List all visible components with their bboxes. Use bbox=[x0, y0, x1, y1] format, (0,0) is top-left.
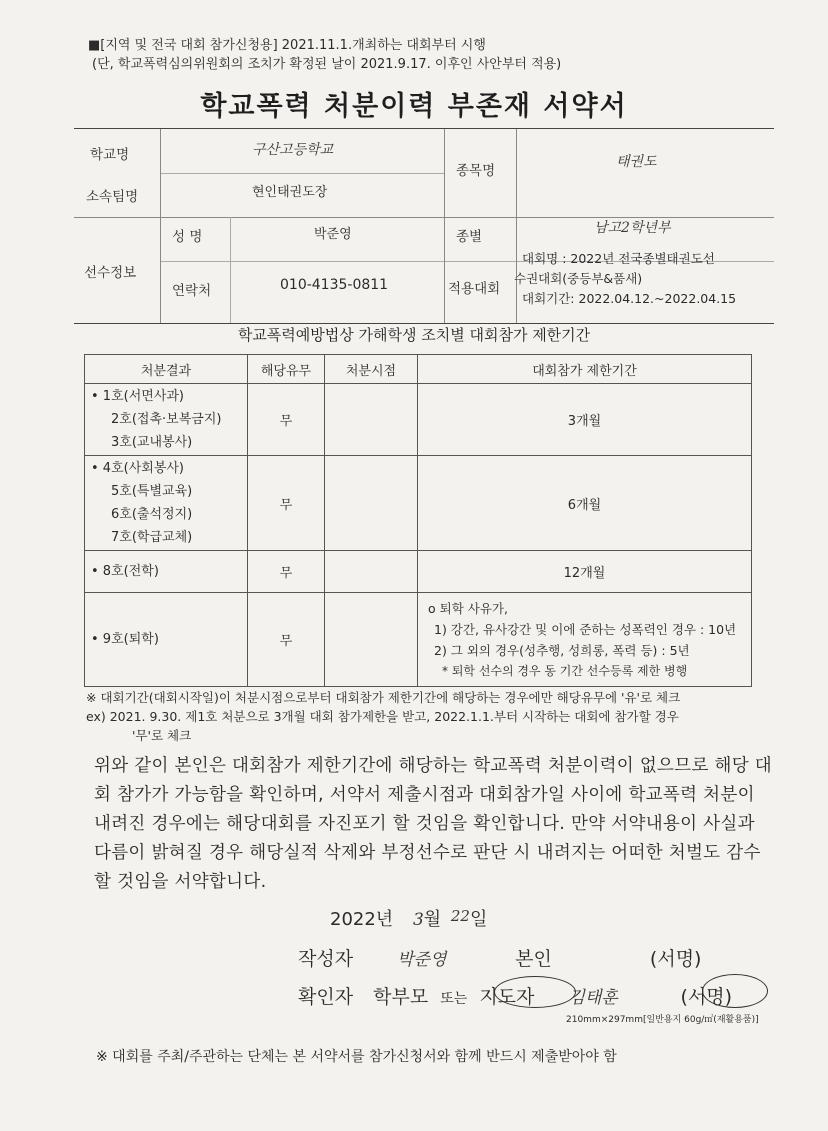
level-item: 6호(출석정지) bbox=[111, 507, 193, 522]
footnote-line-1: ※ 대회기간(대회시작일)이 처분시점으로부터 대회참가 제한기간에 해당하는 경우에만 해당유무에 '유'로 체크 bbox=[86, 690, 681, 705]
level-item: • 8호(전학) bbox=[91, 564, 159, 579]
levels-cell bbox=[85, 384, 248, 456]
date-year: 2022년 bbox=[330, 909, 394, 930]
date-day-value: 22 bbox=[450, 907, 470, 925]
paper-spec: 210mm×297mm[일반용지 60g/㎡(재활용품)] bbox=[566, 1015, 759, 1025]
col-divider bbox=[444, 129, 445, 323]
applicable-cell: 무 bbox=[248, 456, 325, 551]
event-value: 태권도 bbox=[616, 154, 657, 170]
level-item: 7호(학급교체) bbox=[111, 530, 193, 545]
team-value: 현인태권도장 bbox=[252, 185, 328, 200]
or-label: 또는 bbox=[440, 991, 468, 1007]
applied-comp-label: 적용대회 bbox=[448, 281, 501, 297]
applicable-cell: 무 bbox=[248, 593, 325, 687]
header-applicable: 해당유무 bbox=[248, 355, 325, 384]
coach-sign-mark: (서명) bbox=[680, 986, 733, 1008]
penalty-table bbox=[84, 354, 752, 687]
limit-cell: 3개월 bbox=[418, 384, 752, 456]
date-cell bbox=[325, 593, 418, 687]
bottom-note: ※ 대회를 주최/주관하는 단체는 본 서약서를 참가신청서와 함께 반드시 제출받아야 함 bbox=[96, 1049, 617, 1065]
date-cell bbox=[325, 384, 418, 456]
notice-line-2: (단, 학교폭력심의위원회의 조치가 확정된 날이 2021.9.17. 이후인 사안부터 적용) bbox=[92, 57, 562, 72]
document-title: 학교폭력 처분이력 부존재 서약서 bbox=[200, 91, 628, 122]
notice-block bbox=[88, 36, 561, 74]
contact-value: 010-4135-0811 bbox=[280, 277, 389, 293]
expulsion-line: 2) 그 외의 경우(성추행, 성희롱, 폭력 등) : 5년 bbox=[434, 642, 690, 658]
author-name: 박준영 bbox=[397, 950, 447, 970]
levels-cell bbox=[85, 593, 248, 687]
date-cell bbox=[325, 456, 418, 551]
comp-name-line-2: 수권대회(중등부&품새) bbox=[514, 271, 643, 286]
table-title: 학교폭력예방법상 가해학생 조치별 대회참가 제한기간 bbox=[237, 326, 591, 344]
coach-circle-mark bbox=[494, 976, 576, 1008]
category-value: 남고2학년부 bbox=[594, 220, 671, 236]
limit-cell: 12개월 bbox=[418, 551, 752, 593]
author-signature-row bbox=[298, 944, 701, 971]
category-label: 종별 bbox=[456, 229, 483, 245]
date-day-label: 일 bbox=[469, 909, 488, 930]
coach-label: 지도자 bbox=[479, 986, 535, 1008]
name-value: 박준영 bbox=[314, 227, 352, 242]
table-row bbox=[85, 384, 752, 456]
expulsion-line: 1) 강간, 유사강간 및 이에 준하는 성폭력인 경우 : 10년 bbox=[434, 621, 737, 637]
school-label: 학교명 bbox=[90, 147, 130, 163]
expulsion-line: o 퇴학 사유가, bbox=[428, 600, 508, 616]
sign-date bbox=[330, 905, 487, 931]
levels-cell bbox=[85, 456, 248, 551]
row-divider bbox=[160, 173, 444, 174]
team-label: 소속팀명 bbox=[86, 189, 139, 205]
confirm-label: 확인자 bbox=[298, 986, 354, 1008]
level-item: • 9호(퇴학) bbox=[91, 632, 159, 647]
author-label: 작성자 bbox=[298, 948, 354, 970]
table-row bbox=[85, 456, 752, 551]
coach-name: 김태훈 bbox=[568, 988, 618, 1008]
header-limit: 대회참가 제한기간 bbox=[418, 355, 752, 384]
expulsion-line: * 퇴학 선수의 경우 동 기간 선수등록 제한 병행 bbox=[442, 663, 688, 678]
applicable-cell: 무 bbox=[248, 551, 325, 593]
notice-line-1: ■[지역 및 전국 대회 참가신청용] 2021.11.1.개최하는 대회부터 시행 bbox=[88, 38, 486, 53]
level-item: 5호(특별교육) bbox=[111, 484, 193, 499]
header-result: 처분결과 bbox=[85, 355, 248, 384]
self-label: 본인 bbox=[515, 948, 552, 970]
footnote bbox=[86, 688, 680, 745]
parent-label: 학부모 bbox=[373, 986, 429, 1008]
event-label: 종목명 bbox=[456, 163, 496, 179]
date-month-label: 월 bbox=[423, 909, 442, 930]
name-label: 성 명 bbox=[172, 229, 203, 245]
date-cell bbox=[325, 551, 418, 593]
comp-name-line-1: 대회명 : 2022년 전국종별태권도선 bbox=[522, 251, 715, 266]
date-month-value: 3 bbox=[412, 910, 424, 930]
author-sign-mark: (서명) bbox=[649, 948, 702, 970]
sign-circle-mark bbox=[702, 974, 768, 1008]
athlete-info-label: 선수정보 bbox=[84, 265, 137, 281]
pledge-paragraph: 위와 같이 본인은 대회참가 제한기간에 해당하는 학교폭력 처분이력이 없으므로 해당 대회 참가가 가능함을 확인하며, 서약서 제출시점과 대회참가일 사이에 학교폭력 처분이 내려진 경우에는 해당대회를 자진포기 할 것임을 확인합니다. 만약 서약내용이 사실과 다름이 밝혀질 경우 해당실적 삭제와 부정선수로 판단 시 내려지는 어떠한 처벌도 감수할 것임을 서약합니다. bbox=[94, 756, 773, 892]
contact-label: 연락처 bbox=[172, 283, 212, 299]
footnote-line-2: ex) 2021. 9.30. 제1호 처분으로 3개월 대회 참가제한을 받고, 2022.1.1.부터 시작하는 대회에 참가할 경우 bbox=[86, 709, 679, 724]
col-divider bbox=[160, 129, 161, 323]
comp-period: 대회기간: 2022.04.12.~2022.04.15 bbox=[522, 291, 737, 306]
school-value: 구산고등학교 bbox=[252, 142, 334, 158]
limit-cell: 6개월 bbox=[418, 456, 752, 551]
table-row bbox=[85, 551, 752, 593]
info-grid bbox=[74, 128, 774, 324]
col-divider bbox=[230, 217, 231, 323]
applicable-cell: 무 bbox=[248, 384, 325, 456]
expulsion-limit-cell bbox=[418, 593, 752, 687]
header-date: 처분시점 bbox=[325, 355, 418, 384]
level-item: 2호(접촉·보복금지) bbox=[111, 412, 222, 427]
level-item: 3호(교내봉사) bbox=[111, 435, 193, 450]
level-item: • 4호(사회봉사) bbox=[91, 461, 185, 476]
col-divider bbox=[516, 129, 517, 323]
levels-cell bbox=[85, 551, 248, 593]
level-item: • 1호(서면사과) bbox=[91, 389, 185, 404]
footnote-line-3: '무'로 체크 bbox=[132, 728, 192, 743]
table-header-row bbox=[85, 355, 752, 384]
table-row bbox=[85, 593, 752, 687]
